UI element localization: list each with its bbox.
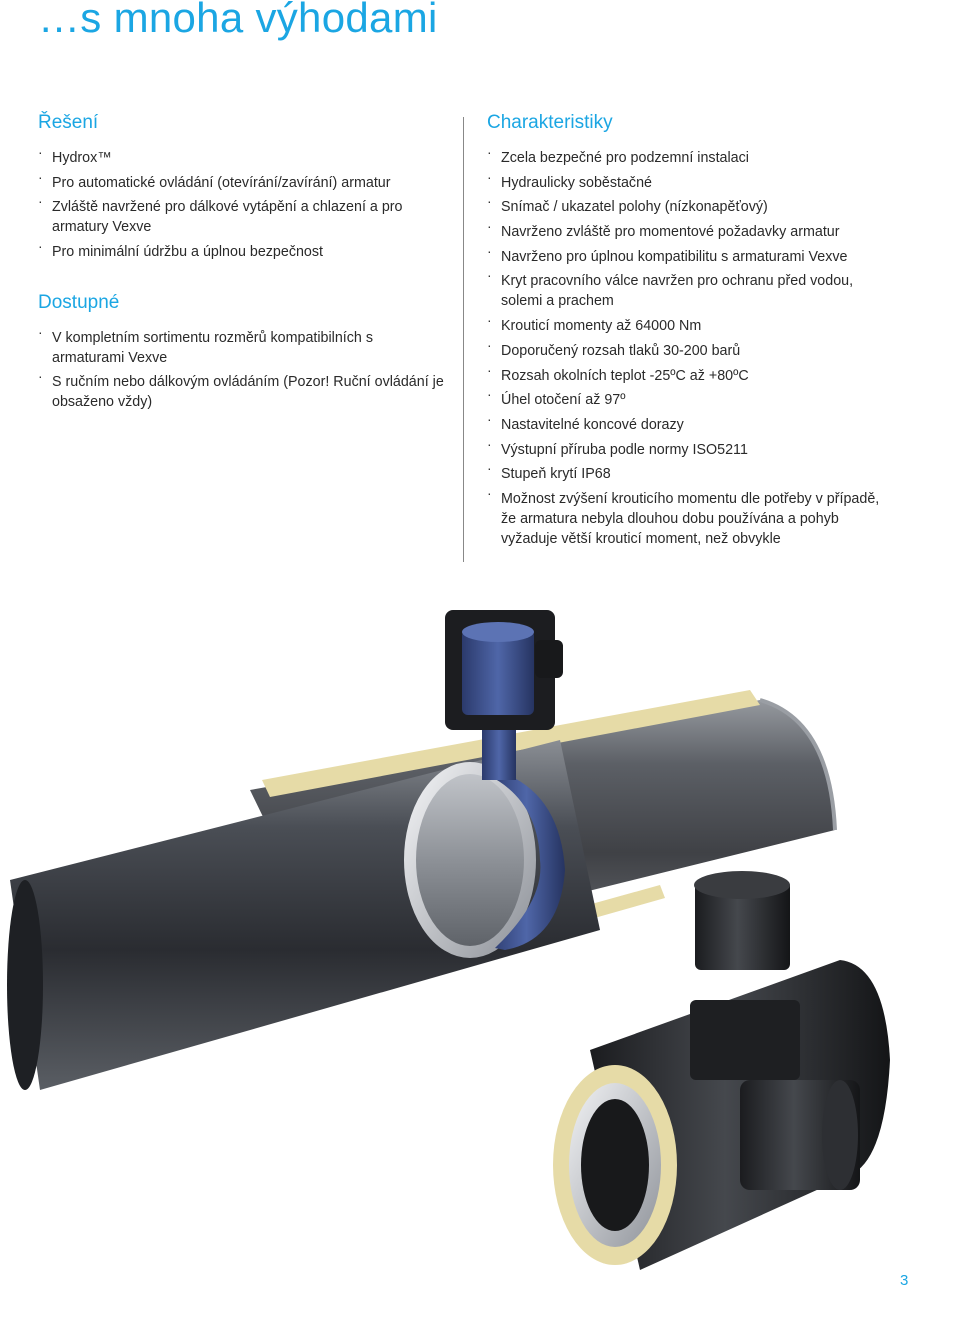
reseni-heading: Řešení [38, 112, 99, 133]
list-item: · Možnost zvýšení krouticího momentu dle potřeby v případě, že armatura nebyla dlouhou dobu používána a pohyb vyžaduje větší krouticí moment, než obvykle [487, 489, 887, 549]
list-item: · V kompletním sortimentu rozměrů kompatibilních s armaturami Vexve [38, 328, 448, 368]
dostupne-list [38, 328, 448, 413]
list-item: · Krouticí momenty až 64000 Nm [487, 316, 887, 336]
list-item: · Rozsah okolních teplot -25ºC až +80ºC [487, 366, 887, 386]
list-item: · Snímač / ukazatel polohy (nízkonapěťový) [487, 197, 887, 217]
list-item: · Nastavitelné koncové dorazy [487, 415, 887, 435]
column-divider [463, 117, 464, 562]
left-column [38, 112, 448, 442]
list-item: · Doporučený rozsah tlaků 30-200 barů [487, 341, 887, 361]
list-item: · Úhel otočení až 97º [487, 390, 887, 410]
list-item: · Navrženo zvláště pro momentové požadavky armatur [487, 222, 887, 242]
charakteristiky-list [487, 148, 887, 549]
list-item: · Kryt pracovního válce navržen pro ochranu před vodou, solemi a prachem [487, 271, 887, 311]
list-item: · Výstupní příruba podle normy ISO5211 [487, 440, 887, 460]
reseni-list [38, 148, 448, 262]
valve-pipe-illustration [0, 585, 960, 1285]
list-item: · Pro minimální údržbu a úplnou bezpečnost [38, 242, 448, 262]
list-item: · Zcela bezpečné pro podzemní instalaci [487, 148, 887, 168]
list-item: · Hydraulicky soběstačné [487, 173, 887, 193]
charakteristiky-heading: Charakteristiky [487, 112, 613, 133]
list-item: · Pro automatické ovládání (otevírání/zavírání) armatur [38, 173, 448, 193]
list-item: · Stupeň krytí IP68 [487, 464, 887, 484]
list-item: · S ručním nebo dálkovým ovládáním (Pozor! Ruční ovládání je obsaženo vždy) [38, 372, 448, 412]
page-title: …s mnoha výhodami [38, 0, 438, 41]
list-item: · Hydrox™ [38, 148, 448, 168]
dostupne-heading: Dostupné [38, 291, 120, 313]
page-number: 3 [900, 1272, 909, 1289]
list-item: · Navrženo pro úplnou kompatibilitu s armaturami Vexve [487, 247, 887, 267]
right-column [487, 112, 887, 554]
list-item: · Zvláště navržené pro dálkové vytápění a chlazení a pro armatury Vexve [38, 197, 448, 237]
